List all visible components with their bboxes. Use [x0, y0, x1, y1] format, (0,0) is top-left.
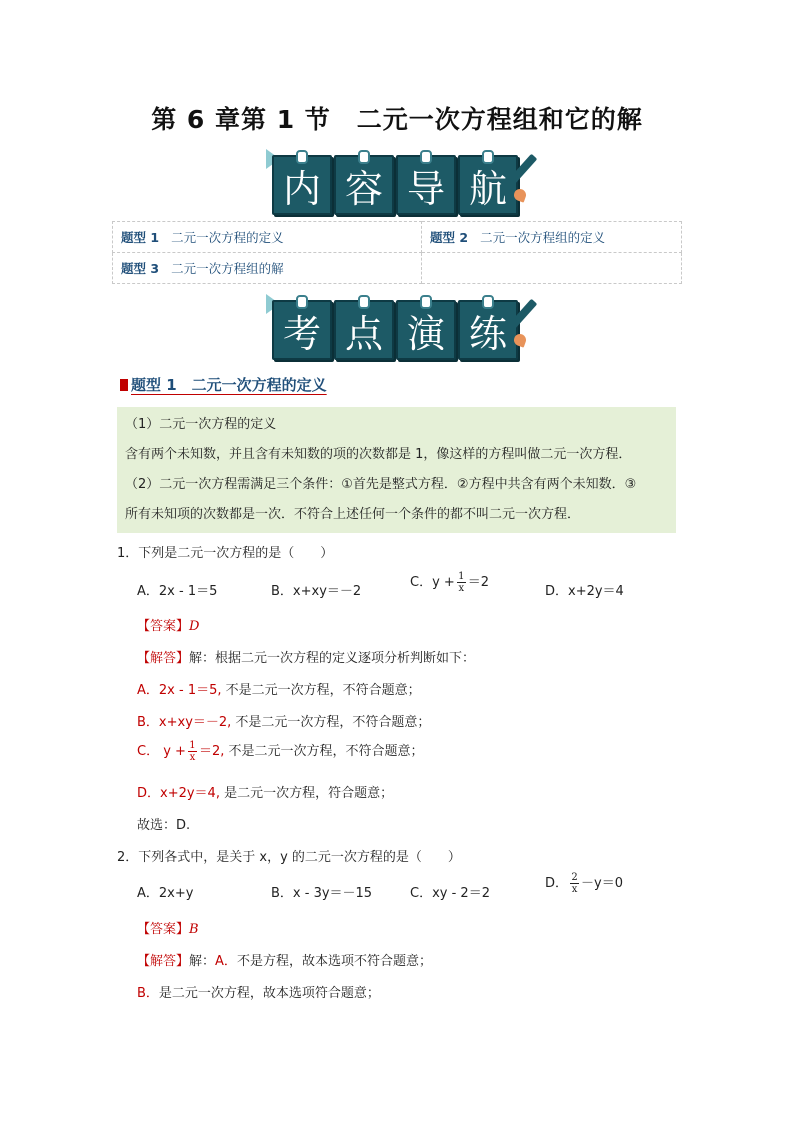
q2-answer — [137, 918, 199, 937]
nav-tag: 题型 3 — [121, 261, 160, 276]
analysis-option: A． — [215, 954, 237, 969]
q2-option-b: B．x - 3y＝－15 — [271, 886, 373, 901]
nav-tag: 题型 1 — [121, 230, 160, 245]
ring-decoration — [358, 150, 370, 164]
ring-decoration — [358, 295, 370, 309]
answer-value: B — [189, 922, 199, 937]
content-nav-table — [112, 221, 682, 284]
knowledge-line: （2）二元一次方程需满足三个条件：①首先是整式方程．②方程中共含有两个未知数．③ — [125, 477, 637, 492]
analysis-text: 是二元一次方程，故本选项符合题意； — [158, 986, 380, 1001]
banner-tile — [272, 300, 332, 360]
denominator: x — [571, 884, 578, 895]
numerator: 1 — [189, 740, 196, 751]
page-title: 第 6 章第 1 节 二元一次方程组和它的解 — [151, 105, 643, 134]
fraction — [457, 571, 466, 594]
ring-decoration — [482, 295, 494, 309]
empty-cell — [422, 253, 682, 284]
nav-tag: 题型 2 — [430, 230, 469, 245]
nav-text: 二元一次方程组的解 — [171, 261, 284, 276]
q1-analysis-a — [137, 679, 421, 698]
knowledge-line: 含有两个未知数，并且含有未知数的项的次数都是 1，像这样的方程叫做二元一次方程． — [125, 447, 632, 462]
analysis-option: B． — [137, 986, 159, 1001]
banner-char: 练 — [468, 311, 507, 356]
knowledge-line: （1）二元一次方程的定义 — [125, 417, 277, 432]
fraction — [188, 740, 197, 763]
square-bullet-icon — [120, 379, 128, 391]
ring-decoration — [420, 150, 432, 164]
analysis-option: D．x+2y＝4, — [137, 786, 220, 801]
analysis-expression: ＝2, — [198, 744, 225, 759]
q1-option-a: A．2x - 1＝5 — [137, 584, 218, 599]
knowledge-box — [117, 407, 676, 533]
q1-answer — [137, 615, 199, 634]
option-text: D． — [545, 876, 569, 891]
numerator: 1 — [458, 571, 465, 582]
analysis-text: 不是方程，故本选项不符合题意； — [236, 954, 432, 969]
analysis-tag: 【解答】 — [137, 954, 190, 969]
analysis-text: 解： — [189, 954, 216, 969]
ring-decoration — [296, 150, 308, 164]
analysis-expression: y + — [163, 744, 186, 759]
table-row — [113, 253, 682, 284]
q2-option-d — [545, 872, 623, 895]
banner-char: 导 — [406, 166, 445, 211]
analysis-text: 是二元一次方程，符合题意； — [219, 786, 394, 801]
analysis-text: 不是二元一次方程，不符合题意； — [221, 683, 421, 698]
option-text: C．y + — [410, 575, 455, 590]
nav-link-type-1[interactable] — [113, 222, 422, 253]
ring-decoration — [296, 295, 308, 309]
analysis-option: B．x+xy＝－2, — [137, 715, 232, 730]
q2-option-c: C．xy - 2＝2 — [410, 886, 490, 901]
banner-tile — [272, 155, 332, 215]
q2-analysis-line-2 — [137, 982, 380, 1001]
banner-char: 航 — [468, 166, 507, 211]
ring-decoration — [420, 295, 432, 309]
option-text: －y＝0 — [581, 876, 623, 891]
q2-analysis-line-1 — [137, 950, 432, 969]
banner-char: 考 — [282, 311, 321, 356]
numerator: 2 — [571, 872, 578, 883]
banner-char: 内 — [282, 166, 321, 211]
analysis-option: A．2x - 1＝5, — [137, 683, 222, 698]
q1-option-b: B．x+xy＝－2 — [271, 584, 362, 599]
banner-tile — [458, 300, 518, 360]
banner-char: 容 — [344, 166, 383, 211]
banner-tile — [396, 300, 456, 360]
analysis-tag: 【解答】 — [137, 651, 190, 666]
q1-analysis-d — [137, 782, 393, 801]
nav-link-type-3[interactable] — [113, 253, 422, 284]
knowledge-line: 所有未知项的次数都是一次．不符合上述任何一个条件的都不叫二元一次方程． — [125, 507, 581, 522]
analysis-text: 不是二元一次方程，不符合题意； — [231, 715, 431, 730]
section-label: 题型 1 二元一次方程的定义 — [131, 376, 327, 394]
section-heading — [120, 374, 327, 395]
q2-option-a: A．2x+y — [137, 886, 194, 901]
answer-tag: 【答案】 — [137, 922, 190, 937]
banner-tile — [334, 300, 394, 360]
question-1-stem: 1．下列是二元一次方程的是（ ） — [117, 546, 334, 561]
banner-tile — [396, 155, 456, 215]
answer-value: D — [189, 619, 200, 634]
analysis-text: 不是二元一次方程，不符合题意； — [224, 744, 424, 759]
table-row — [113, 222, 682, 253]
q1-conclusion: 故选：D. — [137, 818, 191, 833]
nav-text: 二元一次方程组的定义 — [480, 230, 606, 245]
fraction — [570, 872, 579, 895]
option-text: ＝2 — [467, 575, 490, 590]
nav-text: 二元一次方程的定义 — [171, 230, 284, 245]
denominator: x — [458, 583, 465, 594]
banner-char: 点 — [344, 311, 383, 356]
banner-content-navigation — [272, 155, 522, 215]
question-2-stem: 2．下列各式中，是关于 x，y 的二元一次方程的是（ ） — [117, 850, 461, 865]
banner-tile — [458, 155, 518, 215]
q1-option-c — [410, 571, 489, 594]
q1-analysis-c — [137, 740, 423, 763]
banner-tile — [334, 155, 394, 215]
nav-link-type-2[interactable] — [422, 222, 682, 253]
banner-practice — [272, 300, 522, 360]
q1-option-d: D．x+2y＝4 — [545, 584, 624, 599]
q1-analysis-b — [137, 711, 430, 730]
q1-analysis-intro — [137, 647, 475, 666]
banner-char: 演 — [406, 311, 445, 356]
analysis-text: 解：根据二元一次方程的定义逐项分析判断如下： — [189, 651, 476, 666]
analysis-option: C． — [137, 744, 160, 759]
answer-tag: 【答案】 — [137, 619, 190, 634]
ring-decoration — [482, 150, 494, 164]
denominator: x — [189, 752, 196, 763]
